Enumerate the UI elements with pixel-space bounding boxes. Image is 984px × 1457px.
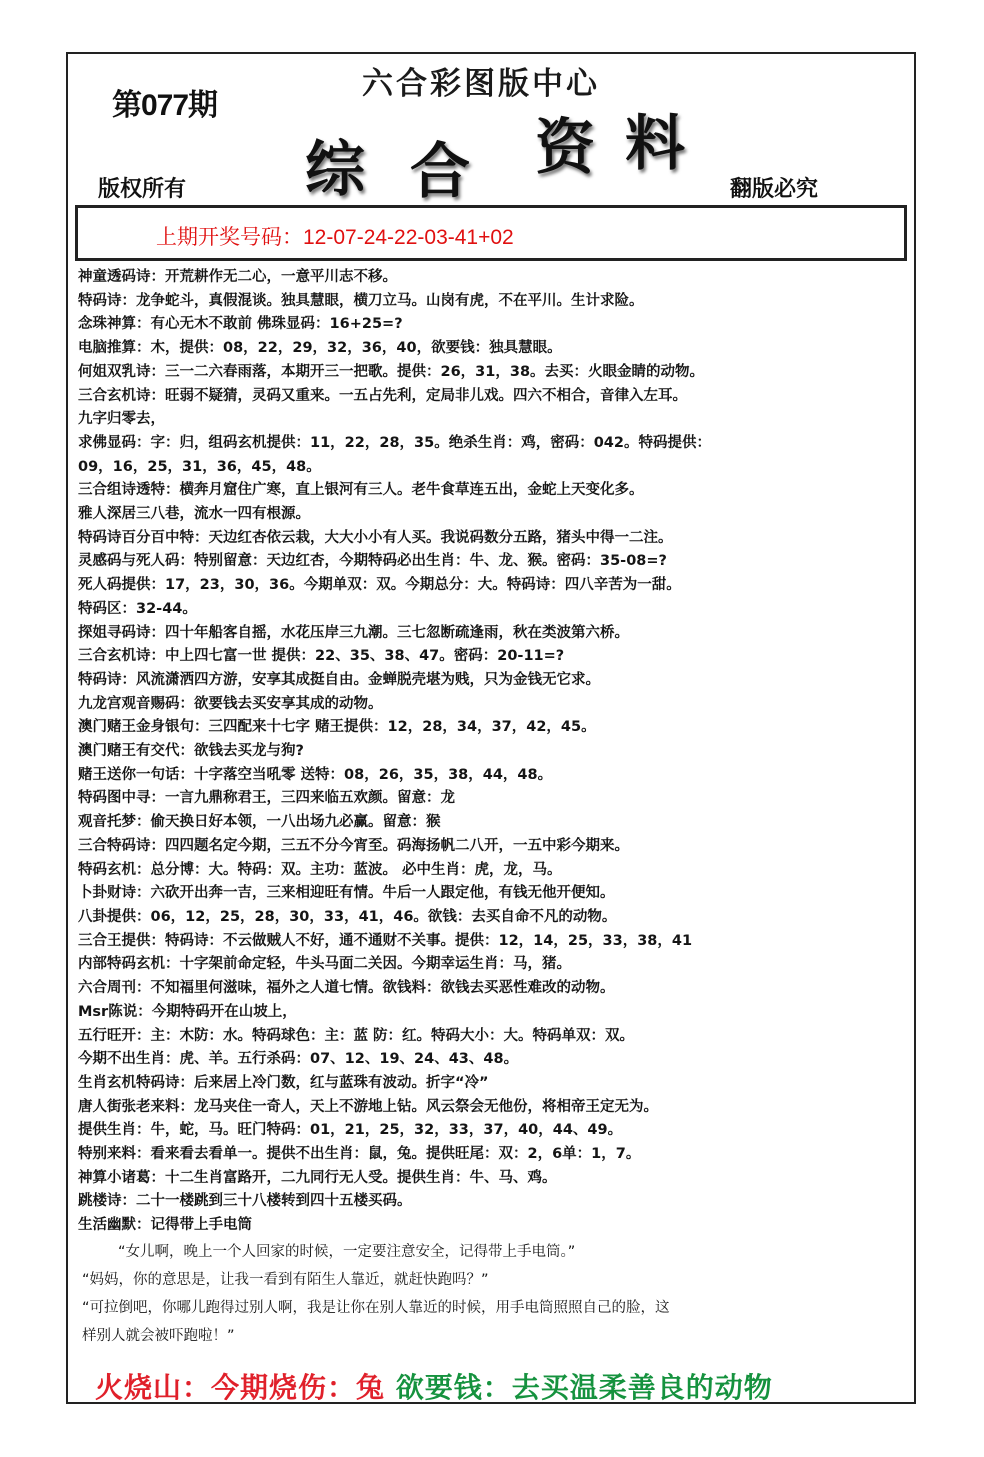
- humor-story: [78, 1238, 908, 1350]
- content-line: 特码诗百分百中特：天边红杏依云栽，大大小小有人买。我说码数分五路，猪头中得一二注。: [78, 529, 673, 546]
- content-line: 特别来料：看来看去看单一。提供不出生肖：鼠，兔。提供旺尾：双：2，6单：1，7。: [78, 1146, 641, 1163]
- content-line: 卜卦财诗：六砍开出奔一吉，三来相迎旺有情。牛后一人跟定他，有钱无他开便知。: [78, 885, 615, 902]
- content-line: 观音托梦：偷天换日好本领，一八出场九必赢。留意：猴: [78, 814, 441, 831]
- content-line: 九字归零去，: [78, 411, 165, 428]
- content-line: 灵感码与死人码：特别留意：天边红杏，今期特码必出生肖：牛、龙、猴。密码：35-08=?: [78, 553, 667, 570]
- content-line: 三合玄机诗：中上四七富一世 提供：22、35、38、47。密码：20-11=?: [78, 648, 565, 665]
- content-line: 三合玄机诗：旺弱不疑猜，灵码又重来。一五占先利，定局非儿戏。四六不相合，音律入左耳。: [78, 387, 687, 404]
- content-line: 九龙宫观音赐码：欲要钱去买安享其成的动物。: [78, 695, 383, 712]
- center-title: 六合彩图版中心: [362, 66, 600, 102]
- story-line: “女儿啊，晚上一个人回家的时候，一定要注意安全，记得带上手电筒。”: [118, 1243, 576, 1260]
- content-line: 赌王送你一句话：十字落空当吼零 送特：08，26，35，38，44，48。: [78, 766, 553, 783]
- content-line: 念珠神算：有心无木不敢前 佛珠显码：16+25=?: [78, 316, 403, 333]
- content-line: 六合周刊：不知福里何滋味，福外之人道七情。欲钱料：欲钱去买恶性难改的动物。: [78, 980, 615, 997]
- content-lines: [78, 266, 908, 1238]
- content-line: Msr陈说：今期特码开在山坡上，: [78, 1003, 297, 1020]
- big-title-char-1: 综: [305, 135, 365, 205]
- content-line: 三合王提供：特码诗：不云做贼人不好，通不通财不关事。提供：12，14，25，33，38，41: [78, 932, 693, 949]
- content-line: 何姐双乳诗：三一二六春雨落，本期开三一把歌。提供：26，31，38。去买：火眼金睛的动物。: [78, 363, 705, 380]
- content-line: 五行旺开：主：木防：水。特码球色：主：蓝 防：红。特码大小：大。特码单双：双。: [78, 1027, 635, 1044]
- story-line: “妈妈，你的意思是，让我一看到有陌生人靠近，就赶快跑吗？”: [82, 1271, 489, 1288]
- story-line: “可拉倒吧，你哪儿跑得过别人啊，我是让你在别人靠近的时候，用手电筒照照自己的脸，这: [82, 1299, 670, 1316]
- content-line: 神算小诸葛：十二生肖富路开，二九同行无人受。提供生肖：牛、马、鸡。: [78, 1169, 557, 1186]
- content-body: [78, 266, 908, 1350]
- content-line: 09，16，25，31，36，45，48。: [78, 458, 321, 475]
- copyright-left: 版权所有: [98, 177, 187, 202]
- content-line: 特码玄机：总分博：大。特码：双。主功：蓝波。 必中生肖：虎，龙，马。: [78, 861, 562, 878]
- content-line: 探姐寻码诗：四十年船客自摇，水花压岸三九潮。三七忽断疏逢雨，秋在类波第六桥。: [78, 624, 629, 641]
- big-title-char-2: 合: [410, 137, 470, 207]
- content-line: 生活幽默：记得带上手电筒: [78, 1217, 252, 1234]
- content-line: 生肖玄机特码诗：后来居上冷门数，红与蓝珠有波动。折字“冷”: [78, 1074, 489, 1091]
- content-line: 提供生肖：牛，蛇，马。旺门特码：01，21，25，32，33，37，40，44、49。: [78, 1122, 623, 1139]
- content-line: 唐人街张老来料：龙马夹住一奇人，天上不游地上钻。风云祭会无他份，将相帝王定无为。: [78, 1098, 658, 1115]
- content-line: 电脑推算：木，提供：08，22，29，32，36，40，欲要钱：独具慧眼。: [78, 340, 562, 357]
- content-line: 特码图中寻：一言九鼎称君王，三四来临五欢颜。留意：龙: [78, 790, 455, 807]
- content-line: 澳门赌王金身银句：三四配来十七字 赌王提供：12，28，34，37，42，45。: [78, 719, 596, 736]
- content-line: 三合组诗透特：横奔月窟住广寒，直上银河有三人。老牛食草连五出，金蛇上天变化多。: [78, 482, 644, 499]
- content-line: 澳门赌王有交代：欲钱去买龙与狗?: [78, 743, 304, 760]
- content-line: 特码诗：风流潇洒四方游，安享其成挺自由。金蝉脱壳堪为贱，只为金钱无它求。: [78, 671, 600, 688]
- content-line: 特码区：32-44。: [78, 600, 197, 617]
- issue-number: 第077期: [112, 89, 218, 122]
- big-title-char-4: 料: [625, 109, 685, 179]
- content-line: 神童透码诗：开荒耕作无二心，一意平川志不移。: [78, 269, 397, 285]
- last-draw-box: [75, 205, 907, 261]
- footer-banner: [95, 1366, 773, 1406]
- content-line: 跳楼诗：二十一楼跳到三十八楼转到四十五楼买码。: [78, 1193, 412, 1210]
- content-line: 三合特码诗：四四题名定今期，三五不分今宵至。码海扬帆二八开，一五中彩今期来。: [78, 837, 629, 854]
- content-line: 特码诗：龙争蛇斗，真假混谈。独具慧眼，横刀立马。山岗有虎，不在平川。生计求险。: [78, 292, 644, 309]
- content-line: 雅人深居三八巷，流水一四有根源。: [78, 506, 310, 523]
- story-line: 样别人就会被吓跑啦！”: [82, 1327, 235, 1344]
- copyright-right: 翻版必究: [730, 177, 819, 202]
- content-line: 内部特码玄机：十字架前命定轻，牛头马面二关因。今期幸运生肖：马，猪。: [78, 956, 571, 973]
- footer-green-text: 欲要钱：去买温柔善良的动物: [395, 1371, 773, 1404]
- content-line: 求佛显码：字：归，组码玄机提供：11，22，28，35。绝杀生肖：鸡，密码：042。特码提供：: [78, 434, 711, 451]
- content-line: 今期不出生肖：虎、羊。五行杀码：07、12、19、24、43、48。: [78, 1051, 519, 1068]
- footer-red-text: 火烧山：今期烧伤：兔: [95, 1371, 386, 1404]
- content-line: 死人码提供：17，23，30，36。今期单双：双。今期总分：大。特码诗：四八辛苦为一甜。: [78, 577, 681, 594]
- last-draw-numbers: 上期开奖号码：12-07-24-22-03-41+02: [156, 226, 514, 249]
- content-line: 八卦提供：06，12，25，28，30，33，41，46。欲钱：去买自命不凡的动物。: [78, 908, 617, 925]
- big-title-char-3: 资: [535, 113, 595, 183]
